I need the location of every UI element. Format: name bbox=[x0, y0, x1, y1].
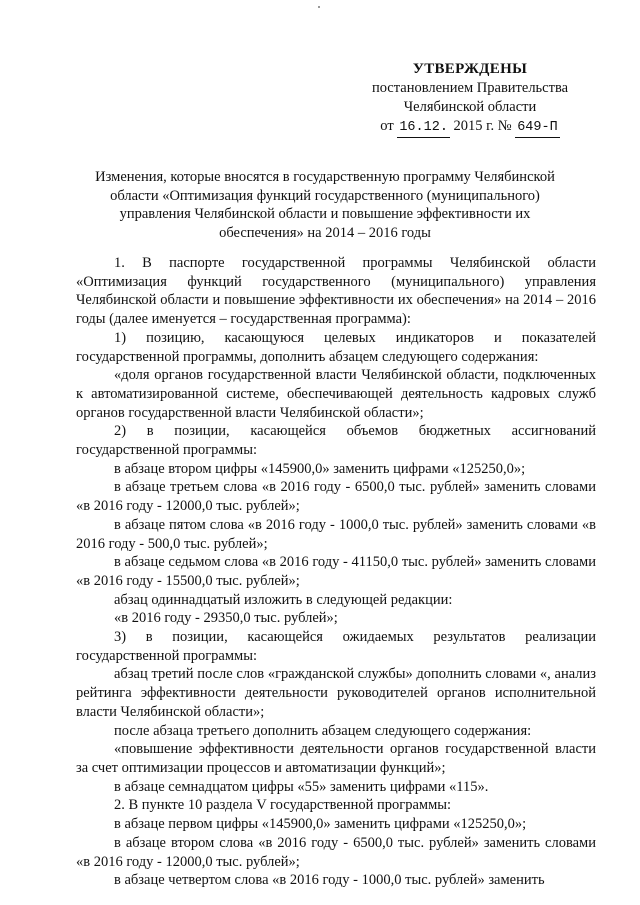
paragraph: «в 2016 году - 29350,0 тыс. рублей»; bbox=[114, 610, 338, 627]
paragraph: «повышение эффективности деятельности органов государственной власти за счет оптимизации процессов и автоматизации функций»; bbox=[76, 741, 596, 776]
date-value: 16.12. bbox=[397, 118, 450, 138]
date-prefix: от bbox=[380, 118, 394, 134]
document-heading: Изменения, которые вносятся в государственную программу Челябинской области «Оптимизация функций государственного (муниципального) управления Челябинской области и повышение эффективности их обеспечения» на 2014 – 2016 годы bbox=[95, 169, 555, 241]
paragraph: абзац третий после слов «гражданской службы» дополнить словами «, анализ рейтинга эффективности деятельности руководителей органов исполнительной власти Челябинской области»; bbox=[76, 666, 596, 720]
paragraph: в абзаце втором цифры «145900,0» заменить цифрами «125250,0»; bbox=[114, 460, 526, 477]
paragraph: в абзаце третьем слова «в 2016 году - 6500,0 тыс. рублей» заменить словами «в 2016 году - 12000,0 тыс. рублей»; bbox=[76, 479, 596, 515]
approval-date-line bbox=[360, 117, 580, 138]
document-body bbox=[76, 254, 596, 890]
paragraph: в абзаце пятом слова «в 2016 году - 1000,0 тыс. рублей» заменить словами «в 2016 году - 500,0 тыс. рублей»; bbox=[76, 516, 596, 552]
approval-title: УТВЕРЖДЕНЫ bbox=[412, 61, 528, 77]
paragraph: абзац одиннадцатый изложить в следующей редакции: bbox=[114, 591, 453, 608]
paragraph: в абзаце семнадцатом цифры «55» заменить цифрами «115». bbox=[114, 778, 489, 795]
paragraph: 2. В пункте 10 раздела V государственной программы: bbox=[114, 797, 452, 814]
paragraph: 2) в позиции, касающейся объемов бюджетных ассигнований государственной программы: bbox=[76, 423, 596, 459]
scan-dot bbox=[318, 6, 320, 8]
approval-line-2: Челябинской области bbox=[403, 99, 537, 115]
approval-stamp bbox=[360, 60, 580, 138]
paragraph: «доля органов государственной власти Челябинской области, подключенных к автоматизированной системе, обеспечивающей деятельность кадровых служб органов государственной власти Челябинской области»; bbox=[76, 367, 596, 421]
paragraph: после абзаца третьего дополнить абзацем следующего содержания: bbox=[114, 722, 532, 739]
paragraph: 1) позицию, касающуюся целевых индикаторов и показателей государственной программы, дополнить абзацем следующего содержания: bbox=[76, 329, 596, 365]
approval-line-1: постановлением Правительства bbox=[371, 80, 569, 96]
year-label: 2015 г. № bbox=[453, 118, 512, 134]
paragraph: в абзаце седьмом слова «в 2016 году - 41150,0 тыс. рублей» заменить словами «в 2016 году - 15500,0 тыс. рублей»; bbox=[76, 554, 596, 589]
resolution-number: 649-П bbox=[515, 118, 560, 138]
paragraph: 3) в позиции, касающейся ожидаемых результатов реализации государственной программы: bbox=[76, 629, 596, 664]
paragraph: 1. В паспорте государственной программы Челябинской области «Оптимизация функций государственного (муниципального) управления Челябинской области и повышение эффективности их обеспечения» на 2014 – 2016 годы (далее именуется – государственная программа): bbox=[76, 255, 596, 328]
paragraph: в абзаце первом цифры «145900,0» заменить цифрами «125250,0»; bbox=[114, 816, 527, 833]
paragraph: в абзаце четвертом слова «в 2016 году - 1000,0 тыс. рублей» заменить bbox=[114, 872, 545, 889]
paragraph: в абзаце втором слова «в 2016 году - 6500,0 тыс. рублей» заменить словами «в 2016 году - 12000,0 тыс. рублей»; bbox=[76, 834, 596, 870]
